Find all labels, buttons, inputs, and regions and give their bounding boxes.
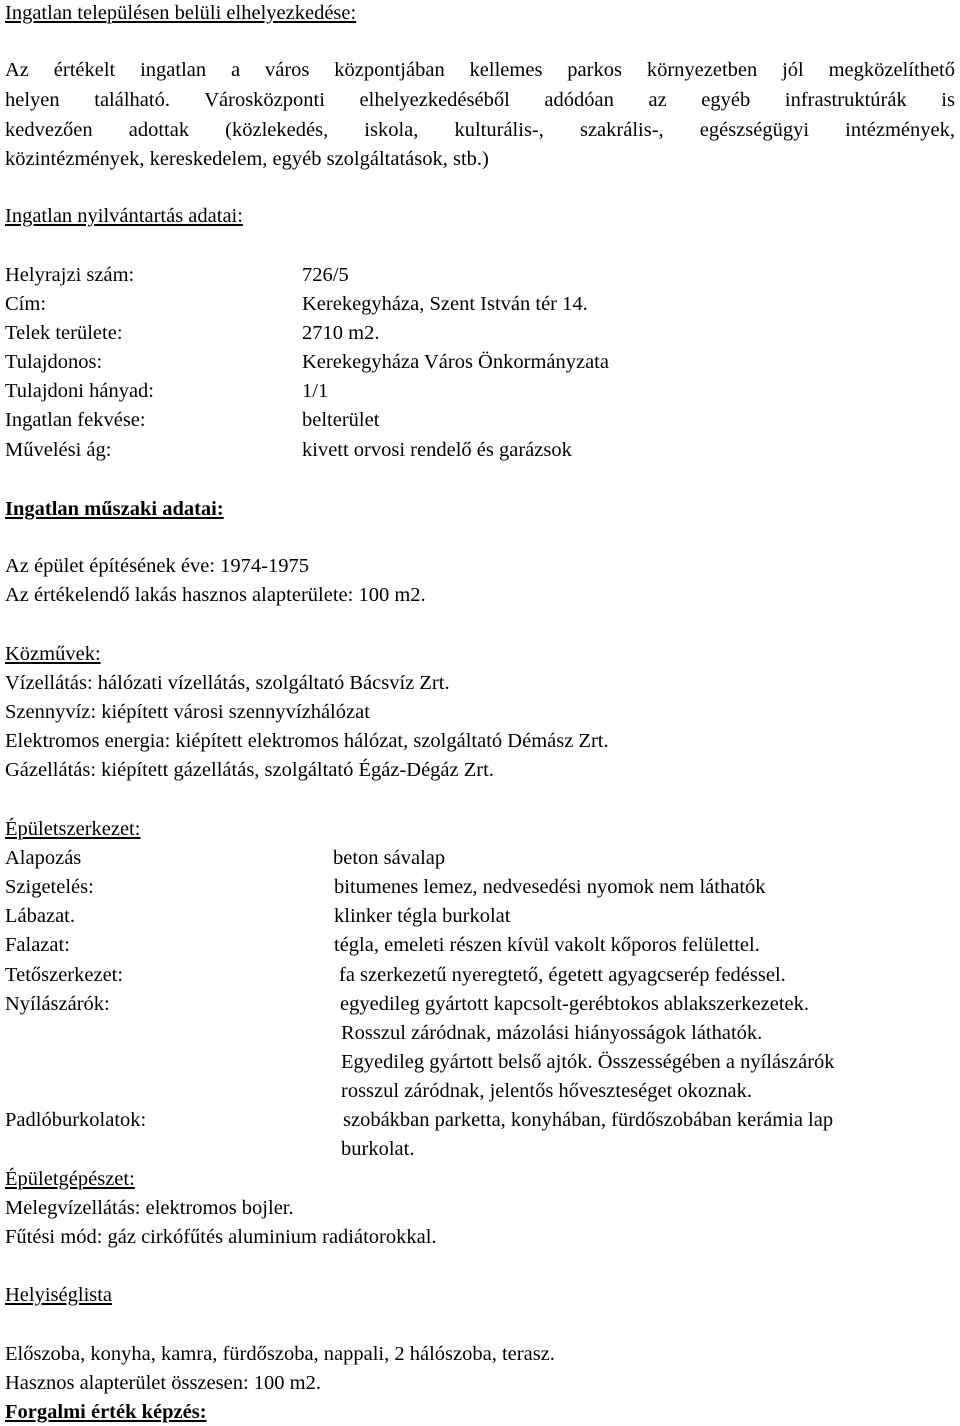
location-heading: Ingatlan településen belüli elhelyezkedése: [5, 2, 357, 24]
utilities-line: Elektromos energia: kiépített elektromos hálózat, szolgáltató Démász Zrt. [5, 730, 609, 752]
registry-label: Ingatlan fekvése: [5, 409, 146, 431]
structure-label: Padlóburkolatok: [5, 1109, 147, 1131]
registry-heading: Ingatlan nyilvántartás adatai: [5, 205, 243, 227]
technical-line: Az értékelendő lakás hasznos alapterülete: 100 m2. [5, 584, 426, 606]
structure-label: Alapozás [5, 847, 82, 869]
technical-heading: Ingatlan műszaki adatai: [5, 498, 224, 520]
technical-line: Az épület építésének éve: 1974-1975 [5, 555, 309, 577]
structure-value: tégla, emeleti részen kívül vakolt kőporos felülettel. [334, 934, 760, 956]
structure-value: szobákban parketta, konyhában, fürdőszobában kerámia lap [343, 1109, 834, 1131]
mechanical-line: Fűtési mód: gáz cirkófűtés aluminium radiátorokkal. [5, 1226, 437, 1248]
registry-label: Tulajdonos: [5, 351, 103, 373]
registry-value: Kerekegyháza Város Önkormányzata [302, 351, 609, 373]
registry-label: Cím: [5, 293, 47, 315]
structure-value: burkolat. [341, 1138, 415, 1160]
structure-value: Rosszul záródnak, mázolási hiányosságok láthatók. [341, 1022, 763, 1044]
rooms-line: Előszoba, konyha, kamra, fürdőszoba, nappali, 2 hálószoba, terasz. [5, 1343, 555, 1365]
registry-value: 1/1 [302, 380, 329, 402]
utilities-line: Szennyvíz: kiépített városi szennyvízhálózat [5, 701, 370, 723]
rooms-heading: Helyiséglista [5, 1284, 113, 1306]
structure-value: fa szerkezetű nyeregtető, égetett agyagcserép fedéssel. [339, 964, 786, 986]
utilities-line: Vízellátás: hálózati vízellátás, szolgáltató Bácsvíz Zrt. [5, 672, 450, 694]
structure-heading: Épületszerkezet: [5, 818, 141, 840]
structure-value: egyedileg gyártott kapcsolt-gerébtokos ablakszerkezetek. [340, 993, 810, 1015]
location-text-line: helyen található. Városközponti elhelyezkedéséből adódóan az egyéb infrastruktúrák is [5, 89, 955, 111]
registry-label: Helyrajzi szám: [5, 264, 135, 286]
structure-label: Falazat: [5, 934, 70, 956]
registry-value: kivett orvosi rendelő és garázsok [302, 439, 572, 461]
utilities-heading: Közművek: [5, 643, 101, 665]
structure-value: Egyedileg gyártott belső ajtók. Összességében a nyílászárók [341, 1051, 835, 1073]
registry-value: belterület [302, 409, 380, 431]
registry-value: 2710 m2. [302, 322, 380, 344]
mechanical-heading: Épületgépészet: [5, 1168, 135, 1190]
registry-label: Tulajdoni hányad: [5, 380, 155, 402]
mechanical-line: Melegvízellátás: elektromos bojler. [5, 1197, 294, 1219]
location-text-line: Az értékelt ingatlan a város központjában kellemes parkos környezetben jól megközelíthető [5, 59, 955, 81]
registry-value: 726/5 [302, 264, 349, 286]
rooms-line: Hasznos alapterület összesen: 100 m2. [5, 1372, 321, 1394]
structure-value: bitumenes lemez, nedvesedési nyomok nem láthatók [334, 876, 766, 898]
structure-value: klinker tégla burkolat [334, 905, 511, 927]
utilities-line: Gázellátás: kiépített gázellátás, szolgáltató Égáz-Dégáz Zrt. [5, 759, 494, 781]
structure-label: Tetőszerkezet: [5, 964, 124, 986]
registry-value: Kerekegyháza, Szent István tér 14. [302, 293, 588, 315]
structure-label: Szigetelés: [5, 876, 94, 898]
structure-value: beton sávalap [333, 847, 446, 869]
location-text-line: közintézmények, kereskedelem, egyéb szolgáltatások, stb.) [5, 148, 489, 170]
registry-label: Művelési ág: [5, 439, 112, 461]
market-heading: Forgalmi érték képzés: [5, 1401, 207, 1423]
location-text-line: kedvezően adottak (közlekedés, iskola, kulturális-, szakrális-, egészségügyi intézmények, [5, 119, 955, 141]
registry-label: Telek területe: [5, 322, 123, 344]
structure-label: Lábazat. [5, 905, 75, 927]
structure-value: rosszul záródnak, jelentős hőveszteséget okoznak. [341, 1080, 753, 1102]
structure-label: Nyílászárók: [5, 993, 110, 1015]
